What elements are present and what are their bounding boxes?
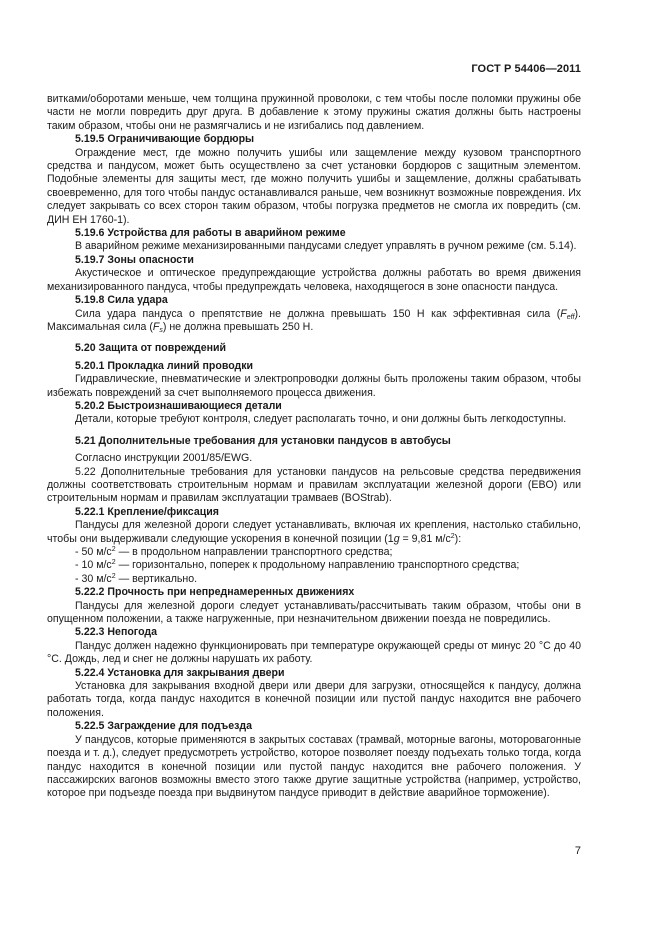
paragraph-5-21: Согласно инструкции 2001/85/EWG. <box>75 452 253 465</box>
paragraph-5-22-5: У пандусов, которые применяются в закрытых составах (трамвай, моторные вагоны, моторовагонные поезда и т. д.), следует предусмотреть устройство, которое позволяет поезду подъехать только тогда, когда пандус находится в конечной позиции или пустой пандус находится вне рабочего положения. У пассажирских вагонов возможны вместо этого также другие защитные устройства (например, устройство, которое при подъезде поезда при выдвинутом пандусе приводит в действие аварийное торможение). <box>47 733 581 800</box>
paragraph-5-22-2: Пандусы для железной дороги следует устанавливать/рассчитывать таким образом, чтобы они в опущенном положении, а также нагруженные, при незначительном движении поезда не повредились. <box>47 599 581 626</box>
paragraph-5-22-3: Пандус должен надежно функционировать при температуре окружающей среды от минус 20 °С до 40 °С. Дождь, лед и снег не должны нарушать их работу. <box>47 639 581 666</box>
heading-5-22-3: 5.22.3 Непогода <box>75 626 158 639</box>
paragraph-5-22: 5.22 Дополнительные требования для установки пандусов на рельсовые средства передвижения должны соответствовать строительным нормам и правилам эксплуатации железной дороги (EBO) или строительным нормам и правилам эксплуатации трамваев (BOStrab). <box>47 465 581 505</box>
paragraph-5-20-1: Гидравлические, пневматические и электропроводки должны быть проложены таким образом, чтобы избежать повреждений за счет выполняемого процесса движения. <box>47 373 581 399</box>
paragraph-5-20-2: Детали, которые требуют контроля, следует располагать точно, и они должны быть легкодоступны. <box>75 413 567 426</box>
document-id-header: ГОСТ Р 54406—2011 <box>471 63 581 75</box>
heading-5-19-8: 5.19.8 Сила удара <box>75 294 168 307</box>
list-item: - 50 $м/с^2$ — в продольном направлении транспортного средства; <box>75 546 393 558</box>
heading-5-22-5: 5.22.5 Заграждение для подъезда <box>75 720 252 733</box>
paragraph-5-22-4: Установка для закрывания входной двери или двери для загрузки, относящейся к пандусу, должна работать тогда, когда пандус находится в конечной позиции или пустой пандус находится вне рабочего положения. <box>47 680 581 719</box>
heading-5-22-4: 5.22.4 Установка для закрывания двери <box>75 666 285 679</box>
heading-5-19-6: 5.19.6 Устройства для работы в аварийном режиме <box>75 227 346 240</box>
paragraph-5-19-8: Сила удара пандуса о препятствие не должна превышать 150 Н как эффективная сила $(F_{eff})$. Максимальная сила $(F_s)$ не должна превышать 250 Н. <box>47 307 581 334</box>
heading-5-22-1: 5.22.1 Крепление/фиксация <box>75 505 219 518</box>
paragraph-5-19-7: Акустическое и оптическое предупреждающие устройства должны работать во время движения механизированного пандуса, чтобы предупреждать человека, находящегося в зоне опасности пандуса. <box>47 267 581 293</box>
document-body <box>47 93 581 801</box>
heading-5-19-7: 5.19.7 Зоны опасности <box>75 253 194 266</box>
list-item: - 10 $м/с^2$ — горизонтально, поперек к продольному направлению транспортного средства; <box>75 559 520 572</box>
heading-5-19-5: 5.19.5 Ограничивающие бордюры <box>75 133 255 146</box>
list-item: - 30 $м/с^2$ — вертикально. <box>75 572 198 585</box>
heading-5-20-1: 5.20.1 Прокладка линий проводки <box>75 359 254 372</box>
paragraph-5-22-1: Пандусы для железной дороги следует устанавливать, включая их крепления, настолько стабильно, чтобы они выдерживали следующие ускорения в конечной позиции (1g = 9,81 $м/с^2$): <box>47 519 581 545</box>
paragraph-5-19-6: В аварийном режиме механизированными пандусами следует управлять в ручном режиме (см. 5.14). <box>75 240 577 253</box>
paragraph-5-19-5: Ограждение мест, где можно получить ушибы или защемление между кузовом транспортного средства и пандусом, может быть осуществлено за счет установки бордюров с защитным элементом. Подобные элементы для защиты мест, где можно получить ушибы и защемление, должны срабатывать своевременно, для того чтобы пандус останавливался раньше, чем возникнут возможные повреждения. Их следует закрывать со всех сторон таким образом, чтобы погрузка предметов не смогла их повредить (см. ДИН ЕН 1760-1). <box>47 146 581 226</box>
paragraph-continuation: витками/оборотами меньше, чем толщина пружинной проволоки, с тем чтобы после поломки пружины обе части не могли повредить друг друга. В добавление к этому пружины сжатия должны быть настроены таким образом, чтобы они не размягчались и не изгибались под давлением. <box>47 93 581 132</box>
heading-5-20-2: 5.20.2 Быстроизнашивающиеся детали <box>75 399 282 412</box>
heading-5-21: 5.21 Дополнительные требования для установки пандусов в автобусы <box>75 434 451 447</box>
heading-5-20: 5.20 Защита от повреждений <box>75 342 227 355</box>
page-number: 7 <box>574 845 581 857</box>
heading-5-22-2: 5.22.2 Прочность при непреднамеренных движениях <box>75 586 355 599</box>
